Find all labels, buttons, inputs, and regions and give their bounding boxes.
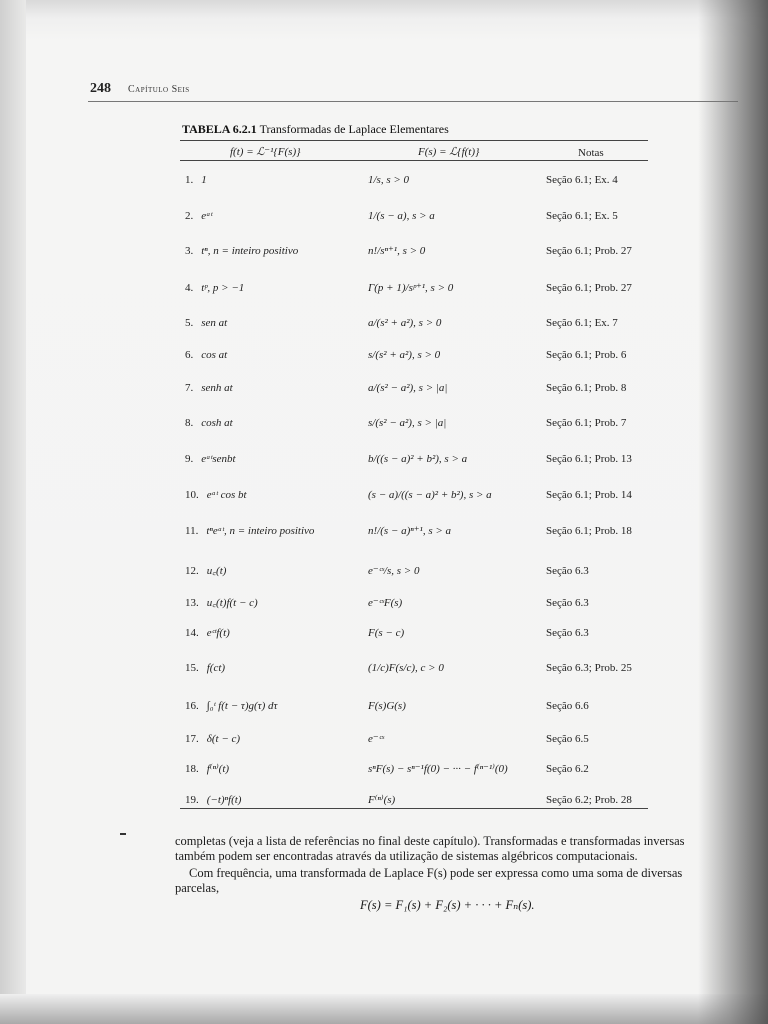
table-row [0,794,768,824]
fs-cell: 1/s, s > 0 [368,174,410,186]
table-row [0,700,768,730]
fs-cell: F⁽ⁿ⁾(s) [368,794,396,806]
table-bottom-rule [180,808,648,809]
table-row [0,525,768,555]
notes-cell: Seção 6.1; Ex. 5 [546,210,618,222]
table-row [0,763,768,793]
ft-cell [185,245,298,257]
fs-cell: e⁻ᶜˢ/s, s > 0 [368,565,420,577]
notes-cell: Seção 6.1; Prob. 7 [546,417,627,429]
notes-cell: Seção 6.1; Prob. 13 [546,453,632,465]
row-number: 5. [185,317,194,329]
notes-cell: Seção 6.2 [546,763,589,775]
ft-expression: cos at [201,349,228,361]
row-number: 10. [185,489,199,501]
notes-cell: Seção 6.1; Ex. 7 [546,317,618,329]
ft-expression: f(ct) [206,662,226,674]
table-row [0,489,768,519]
ft-expression: tᵖ, p > −1 [201,282,245,294]
notes-cell: Seção 6.2; Prob. 28 [546,794,632,806]
table-row [0,627,768,657]
ft-expression: ∫₀ᵗ f(t − τ)g(τ) dτ [206,700,278,712]
fs-cell: F(s)G(s) [368,700,406,712]
ft-cell [185,349,227,361]
row-number: 3. [185,245,194,257]
ft-expression: eᵃᵗ [201,210,213,222]
fs-cell: s/(s² + a²), s > 0 [368,349,441,361]
margin-mark [120,833,126,835]
ft-cell [185,382,233,394]
fs-cell: sⁿF(s) − sⁿ⁻¹f(0) − ··· − f⁽ⁿ⁻¹⁾(0) [368,763,508,775]
ft-expression: sen at [201,317,228,329]
notes-cell: Seção 6.1; Prob. 27 [546,282,632,294]
notes-cell: Seção 6.3 [546,597,589,609]
ft-cell [185,417,233,429]
row-number: 7. [185,382,194,394]
ft-expression: tⁿeᵃᵗ, n = inteiro positivo [206,525,315,537]
row-number: 18. [185,763,199,775]
row-number: 8. [185,417,194,429]
fs-cell: (s − a)/((s − a)² + b²), s > a [368,489,492,501]
table-number: TABELA 6.2.1 [182,122,257,136]
ft-expression: eᵃᵗsenbt [201,453,236,465]
fs-cell: a/(s² + a²), s > 0 [368,317,442,329]
ft-cell [185,174,207,186]
paragraph-continuation: completas (veja a lista de referências no final deste capítulo). Transformadas e transformadas inversas também podem ser encontradas através da utilização de sistemas algébricos computacionais. [175,834,685,863]
table-row [0,349,768,379]
ft-expression: 1 [201,174,207,186]
notes-cell: Seção 6.1; Prob. 14 [546,489,632,501]
table-row [0,597,768,627]
table-row [0,733,768,763]
ft-expression: senh at [201,382,233,394]
ft-expression: f⁽ⁿ⁾(t) [206,763,230,775]
ft-cell [185,317,227,329]
ft-cell [185,453,236,465]
table-top-rule [180,140,648,141]
table-row [0,453,768,483]
ft-cell [185,700,277,712]
ft-expression: cosh at [201,417,233,429]
row-number: 15. [185,662,199,674]
table-header-rule [180,160,648,161]
ft-cell [185,210,212,222]
ft-cell [185,489,247,501]
fs-cell: Γ(p + 1)/sᵖ⁺¹, s > 0 [368,282,454,294]
header-rule [88,101,738,102]
table-row [0,245,768,275]
fs-cell: s/(s² − a²), s > |a| [368,417,447,429]
notes-cell: Seção 6.1; Prob. 18 [546,525,632,537]
ft-cell [185,282,244,294]
table-row [0,210,768,240]
fs-cell: b/((s − a)² + b²), s > a [368,453,468,465]
ft-expression: u꜀(t)f(t − c) [206,597,258,609]
column-header-fs: F(s) = ℒ{f(t)} [418,146,480,158]
notes-cell: Seção 6.6 [546,700,589,712]
row-number: 13. [185,597,199,609]
table-row [0,317,768,347]
fs-cell: F(s − c) [368,627,405,639]
fs-cell: e⁻ᶜˢ [368,733,384,745]
ft-cell [185,733,240,745]
notes-cell: Seção 6.1; Prob. 6 [546,349,627,361]
notes-cell: Seção 6.3 [546,627,589,639]
table-caption [182,122,449,137]
row-number: 16. [185,700,199,712]
row-number: 6. [185,349,194,361]
row-number: 11. [185,525,199,537]
page-number: 248 [90,81,111,96]
table-row [0,565,768,595]
ft-cell [185,794,241,806]
ft-cell [185,525,314,537]
fs-cell: e⁻ᶜˢF(s) [368,597,403,609]
ft-cell [185,662,225,674]
notes-cell: Seção 6.1; Prob. 27 [546,245,632,257]
fs-cell: 1/(s − a), s > a [368,210,435,222]
table-row [0,382,768,412]
column-header-notes: Notas [578,147,604,159]
table-title: Transformadas de Laplace Elementares [259,122,449,136]
ft-cell [185,763,229,775]
binding-shadow [698,0,768,1024]
notes-cell: Seção 6.3 [546,565,589,577]
table-row [0,174,768,204]
column-header-ft: f(t) = ℒ⁻¹{F(s)} [230,146,301,158]
ft-expression: δ(t − c) [206,733,241,745]
notes-cell: Seção 6.3; Prob. 25 [546,662,632,674]
notes-cell: Seção 6.5 [546,733,589,745]
ft-cell [185,565,226,577]
sum-equation: F(s) = F₁(s) + F₂(s) + · · · + Fₙ(s). [360,898,535,912]
page-bottom-edge [0,994,768,1024]
ft-cell [185,627,230,639]
notes-cell: Seção 6.1; Prob. 8 [546,382,627,394]
ft-cell [185,597,258,609]
ft-expression: eᶜᵗf(t) [206,627,230,639]
row-number: 17. [185,733,199,745]
fs-cell: n!/sⁿ⁺¹, s > 0 [368,245,426,257]
fs-cell: (1/c)F(s/c), c > 0 [368,662,444,674]
ft-expression: tⁿ, n = inteiro positivo [201,245,299,257]
table-row [0,417,768,447]
notes-cell: Seção 6.1; Ex. 4 [546,174,618,186]
row-number: 2. [185,210,194,222]
fs-cell: a/(s² − a²), s > |a| [368,382,448,394]
ft-expression: u꜀(t) [206,565,227,577]
ft-expression: eᵃᵗ cos bt [206,489,247,501]
row-number: 9. [185,453,194,465]
table-row [0,282,768,312]
paragraph-sum: Com frequência, uma transformada de Laplace F(s) pode ser expressa como uma soma de diversas parcelas, [175,866,683,895]
row-number: 1. [185,174,194,186]
row-number: 19. [185,794,199,806]
row-number: 4. [185,282,194,294]
fs-cell: n!/(s − a)ⁿ⁺¹, s > a [368,525,452,537]
row-number: 14. [185,627,199,639]
row-number: 12. [185,565,199,577]
ft-expression: (−t)ⁿf(t) [206,794,242,806]
table-row [0,662,768,692]
chapter-header: Capítulo Seis [128,84,190,95]
